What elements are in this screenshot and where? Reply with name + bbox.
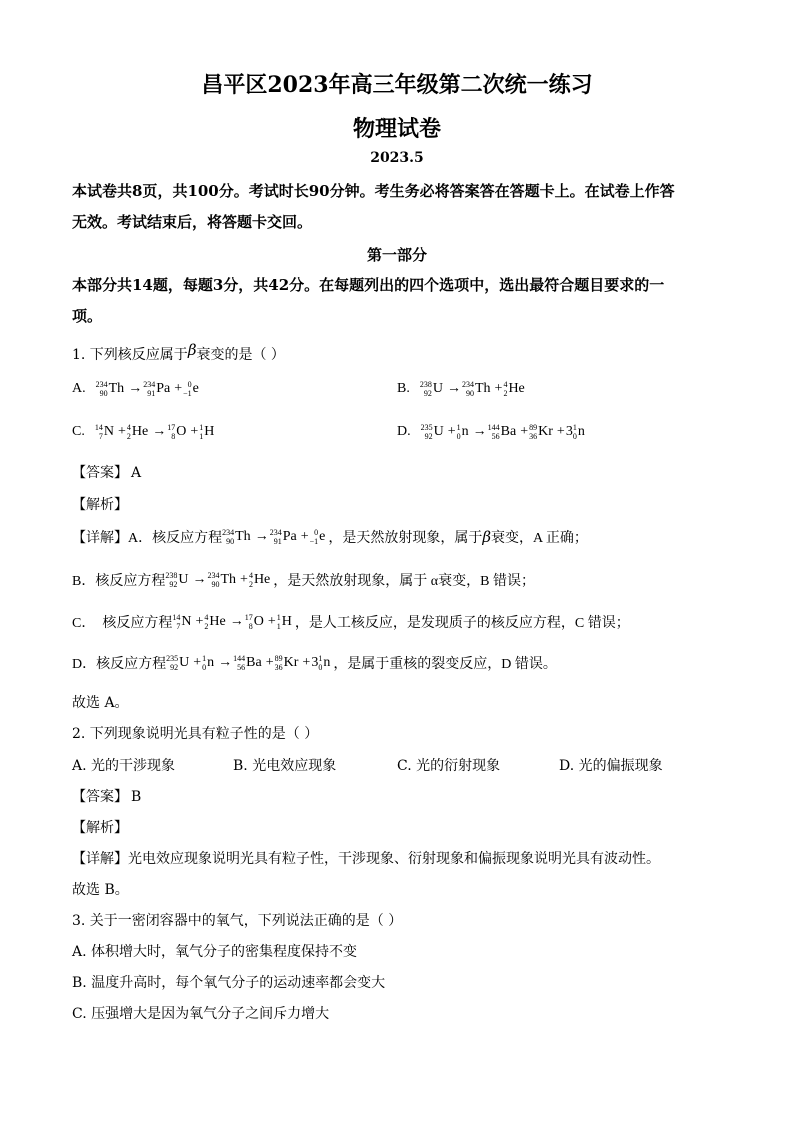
nuclide-th234: 234 90 Th <box>461 380 491 398</box>
q2-option-a: A. 光的干涉现象 <box>72 758 176 774</box>
part-intro-line-1: 本部分共14题，每题3分，共42分。在每题列出的四个选项中，选出最符合题目要求的一 <box>72 276 665 294</box>
q1-detail-b: B．核反应方程 238 92 U → 234 90 Th + 4 2 He ，是天然放射现象，属于 α衰变，B 错误； <box>72 571 535 589</box>
q1-stem-start: 1. 下列核反应属于 <box>72 347 188 363</box>
neutron: 1 0 n <box>572 423 585 441</box>
instructions-line-1: 本试卷共8页，共100分。考试时长90分钟。考生务必将答案答在答题卡上。在试卷上作答 <box>72 182 675 200</box>
q1-stem <box>72 341 285 364</box>
option-label: C. <box>72 424 85 439</box>
reaction-arrow: → <box>128 381 143 396</box>
q3-option-b: B. 温度升高时，每个氧气分子的运动速率都会变大 <box>72 975 386 991</box>
answer-value: B <box>131 789 142 805</box>
q1-analysis-tag: 【解析】 <box>72 497 128 513</box>
answer-tag: 【答案】 <box>72 789 128 805</box>
nuclide-h1: 1 1 H <box>199 423 215 441</box>
nuclide-he4: 4 2 He <box>126 423 149 441</box>
q2-option-b: B. 光电效应现象 <box>233 758 337 774</box>
exam-date: 2023.5 <box>370 150 424 166</box>
q1-option-a <box>72 380 202 398</box>
q1-stem-end: 衰变的是（ ） <box>196 347 285 363</box>
nuclide-n14: 14 7 N <box>94 423 114 441</box>
beta-symbol: β <box>482 528 491 546</box>
nuclide-u235: 235 92 U <box>420 423 444 441</box>
q1-option-b <box>397 380 528 398</box>
q2-conclusion: 故选 B。 <box>72 882 129 898</box>
q1-option-d <box>397 423 588 441</box>
option-d-equation: D. 235 92 U + 1 0 n → 144 56 Ba + 89 36 Kr + 3 1 0 n <box>397 423 588 441</box>
option-label: D. <box>397 424 411 439</box>
q2-answer <box>72 786 141 806</box>
neutron: 1 0 n <box>456 423 469 441</box>
q1-option-c <box>72 423 217 441</box>
q2-option-d: D. 光的偏振现象 <box>559 758 663 774</box>
answer-value: A <box>131 465 142 481</box>
instructions-line-2: 无效。考试结束后，将答题卡交回。 <box>72 213 313 231</box>
q2-option-c: C. 光的衍射现象 <box>397 758 501 774</box>
nuclide-pa234: 234 91 Pa <box>143 380 171 398</box>
q3-option-a: A. 体积增大时，氧气分子的密集程度保持不变 <box>72 944 358 960</box>
q1-detail-a: 【详解】 A．核反应方程 234 90 Th → 234 91 Pa + 0 −1 e ，是天然放射现象，属于 β 衰变，A 正确； <box>72 528 588 546</box>
q2-analysis-tag: 【解析】 <box>72 820 128 836</box>
option-b-equation: B. 238 92 U → 234 90 Th + 4 2 He <box>397 380 528 398</box>
nuclide-he4: 4 2 He <box>503 380 525 398</box>
q3-stem: 3. 关于一密闭容器中的氧气，下列说法正确的是（ ） <box>72 913 403 929</box>
q3-option-c: C. 压强增大是因为氧气分子之间斥力增大 <box>72 1006 330 1022</box>
subject-title: 物理试卷 <box>352 116 441 142</box>
q2-detail: 【详解】光电效应现象说明光具有粒子性，干涉现象、衍射现象和偏振现象说明光具有波动性。 <box>72 851 660 867</box>
option-a-equation: A. 234 90 Th → 234 91 Pa + 0 −1 e <box>72 380 202 398</box>
option-label: B. <box>397 381 410 396</box>
electron: 0 −1 e <box>183 380 199 398</box>
beta-symbol: β <box>187 341 197 359</box>
option-label: A. <box>72 381 86 396</box>
q1-answer <box>72 462 141 482</box>
q1-detail-d: D．核反应方程 235 92 U + 1 0 n → 144 56 Ba + 89 36 Kr + 3 1 0 n ，是属于重核的裂变反应，D 错误。 <box>72 654 557 672</box>
neutron-coefficient: 3 <box>565 424 573 439</box>
nuclide-ba144: 144 56 Ba <box>487 423 517 441</box>
part-intro-line-2: 项。 <box>72 307 103 325</box>
q1-conclusion: 故选 A。 <box>72 695 129 711</box>
option-c-equation: C. 14 7 N + 4 2 He → 17 8 O + 1 1 H <box>72 423 217 441</box>
nuclide-o17: 17 8 O <box>167 423 187 441</box>
nuclide-kr89: 89 36 Kr <box>529 423 553 441</box>
answer-tag: 【答案】 <box>72 465 128 481</box>
q1-detail-c: C． 核反应方程 14 7 N + 4 2 He → 17 8 O + 1 1 H ，是人工核反应，是发现质子的核反应方程，C 错误； <box>72 613 630 631</box>
q2-stem: 2. 下列现象说明光具有粒子性的是（ ） <box>72 726 319 742</box>
nuclide-th234: 234 90 Th <box>95 380 125 398</box>
nuclide-u238: 238 92 U <box>419 380 443 398</box>
detail-tag: 【详解】 <box>72 851 128 867</box>
exam-title: 昌平区2023年高三年级第二次统一练习 <box>201 72 593 98</box>
part-heading: 第一部分 <box>366 246 427 264</box>
detail-tag: 【详解】 <box>72 531 128 546</box>
